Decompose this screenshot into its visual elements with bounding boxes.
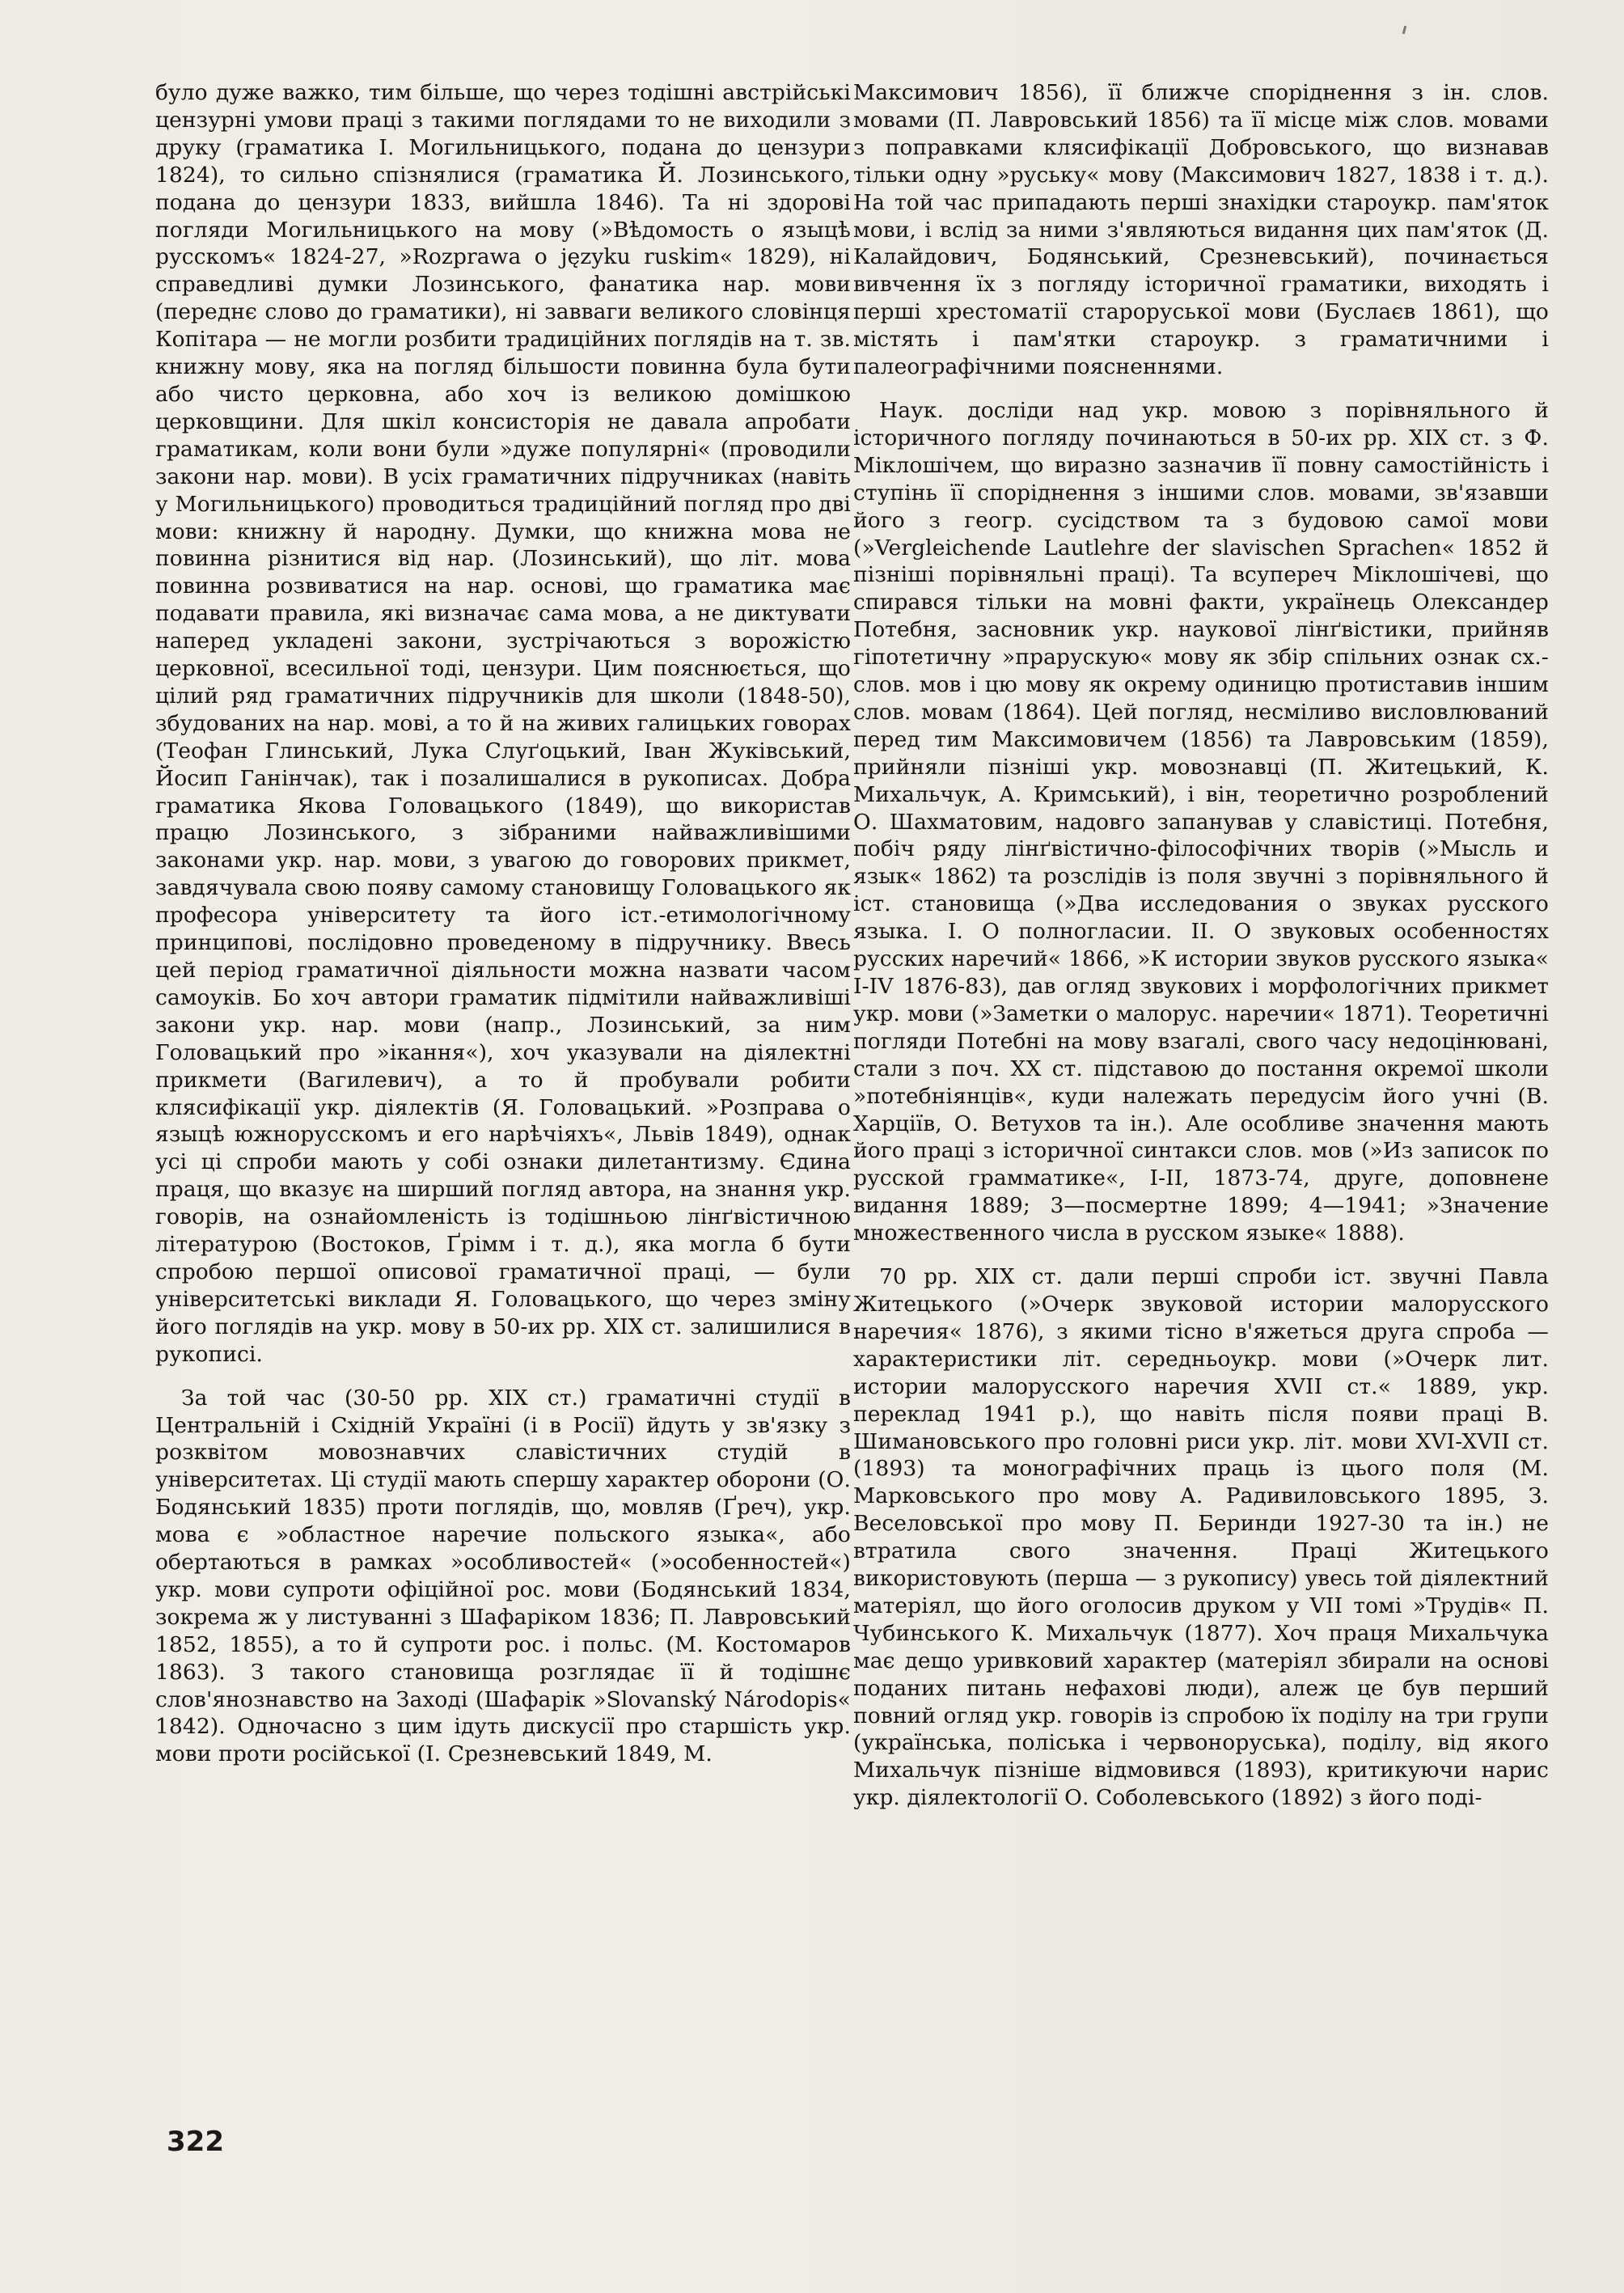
paragraph: Наук. досліди над укр. мовою з порівняльного й історичного погляду починаються в 50-их рр. XIX ст. з Ф. Міклошічем, що виразно зазначив її повну самостійність і ступінь її споріднення з іншими слов. мовами, зв'язавши його з геогр. сусідством та з будовою самої мови (»Vergleichende Lautlehre der slavischen Sprachen« 1852 й пізніші порівняльні праці). Та всупереч Міклошічеві, що спирався тільки на мовні факти, українець Олександер Потебня, засновник укр. наукової лінґвістики, прийняв гіпотетичну »прарускую« мову як збір спільних ознак сх.-слов. мов і цю мову як окрему одиницю протиставив іншим слов. мовам (1864). Цей погляд, несміливо висловлюваний перед тим Максимовичем (1856) та Лавровським (1859), прийняли пізніші укр. мовознавці (П. Житецький, К. Михальчук, А. Кримський), і він, теоретично розроблений О. Шахматовим, надовго запанував у славістиці. Потебня, побіч ряду лінґвістично-філософічних творів (»Мысль и язык« 1862) та розслідів із поля звучні з порівняльного й іст. становища (»Два исследования о звуках русского языка. I. О полногласии. II. О звуковых особенностях русских наречий« 1866, »К истории звуков русского языка« I-IV 1876-83), дав огляд звукових і морфологічних прикмет укр. мови (»Заметки о малорус. наречии« 1871). Теоретичні погляди Потебні на мову взагалі, свого часу недоцінювані, стали з поч. XX ст. підставою до постання окремої школи »потебніянців«, куди належать передусім його учні (В. Харціїв, О. Ветухов та ін.). Але особливе значення мають його праці з історичної синтакси слов. мов (»Из записок по русской грамматике«, I-II, 1873-74, друге, доповнене видання 1889; 3—посмертне 1899; 4—1941; »Значение множественного числа в русском языке« 1888). — [853, 397, 1549, 1246]
page-number: 322 — [167, 2126, 224, 2158]
right-text-column — [853, 79, 1549, 1812]
paragraph: було дуже важко, тим більше, що через тодішні австрійські цензурні умови праці з такими поглядами то не виходили з друку (граматика І. Могильницького, подана до цензури 1824), то сильно спізнялися (граматика Й. Лозинського, подана до цензури 1833, вийшла 1846). Та ні здорові погляди Могильницького на мову (»Вѣдомость о языцѣ русскомъ« 1824-27, »Rozprawa o języku ruskim« 1829), ні справедливі думки Лозинського, фанатика нар. мови (переднє слово до граматики), ні завваги великого словінця Копітара — не могли розбити традиційних поглядів на т. зв. книжну мову, яка на погляд більшости повинна була бути або чисто церковна, або хоч із великою домішкою церковщини. Для шкіл консисторія не давала апробати граматикам, коли вони були »дуже популярні« (проводили закони нар. мови). В усіх граматичних підручниках (навіть у Могильницького) проводиться традиційний погляд про дві мови: книжну й народну. Думки, що книжна мова не повинна різнитися від нар. (Лозинський), що літ. мова повинна розвиватися на нар. основі, що граматика має подавати правила, які визначає сама мова, а не диктувати наперед укладені закони, зустрічаються з ворожістю церковної, всесильної тоді, цензури. Цим пояснюється, що цілий ряд граматичних підручників для школи (1848-50), збудованих на нар. мові, а то й на живих галицьких говорах (Теофан Глинський, Лука Слуґоцький, Іван Жуківський, Йосип Ганінчак), так і позалишалися в рукописах. Добра граматика Якова Головацького (1849), що використав працю Лозинського, з зібраними найважливішими законами укр. нар. мови, з увагою до говорових прикмет, завдячувала свою появу самому становищу Головацького як професора університету та його іст.-етимологічному принципові, послідовно проведеному в підручнику. Ввесь цей період граматичної діяльности можна назвати часом самоуків. Бо хоч автори граматик підмітили найважливіші закони укр. нар. мови (напр., Лозинський, за ним Головацький про »ікання«), хоч указували на діялектні прикмети (Вагилевич), а то й пробували робити клясифікації укр. діялектів (Я. Головацький. »Розправа о языцѣ южнорусскомъ и его нарѣчіяхъ«, Львів 1849), однак усі ці спроби мають у собі ознаки дилетантизму. Єдина праця, що вказує на ширший погляд автора, на знання укр. говорів, на ознайомленість із тодішньою лінґвістичною літературою (Востоков, Ґрімм і т. д.), яка могла б бути спробою першої описової граматичної праці, — були університетські виклади Я. Головацького, що через зміну його поглядів на укр. мову в 50-их рр. XIX ст. залишилися в рукописі. — [155, 80, 851, 1367]
print-mark — [1402, 26, 1406, 34]
left-text-column — [155, 79, 851, 1768]
paragraph: Максимович 1856), її ближче споріднення з ін. слов. мовами (П. Лавровський 1856) та її місце між слов. мовами з поправками клясифікації Добровського, що визнавав тільки одну »руську« мову (Максимович 1827, 1838 і т. д.). На той час припадають перші знахідки староукр. пам'яток мови, і вслід за ними з'являються видання цих пам'яток (Д. Калайдович, Бодянський, Срезневський), починається вивчення їх з погляду історичної граматики, виходять і перші хрестоматії староруської мови (Буслаєв 1861), що містять і пам'ятки староукр. з граматичними і палеографічними поясненнями. — [853, 80, 1549, 380]
paragraph: За той час (30-50 рр. XIX ст.) граматичні студії в Центральній і Східній Україні (і в Росії) йдуть у зв'язку з розквітом мовознавчих славістичних студій в університетах. Ці студії мають спершу характер оборони (О. Бодянський 1835) проти поглядів, що, мовляв (Ґреч), укр. мова є »областное наречие польского языка«, або обертаються в рамках »особливостей« (»особенностей«) укр. мови супроти офіційної рос. мови (Бодянський 1834, зокрема ж у листуванні з Шафаріком 1836; П. Лавровський 1852, 1855), а то й супроти рос. і польс. (М. Костомаров 1863). З такого становища розглядає її й тодішнє слов'янознавство на Заході (Шафарік »Slovanský Národopis« 1842). Одночасно з цим ідуть дискусії про старшість укр. мови проти російської (І. Срезневський 1849, М. — [155, 1385, 851, 1767]
paragraph: 70 рр. XIX ст. дали перші спроби іст. звучні Павла Житецького (»Очерк звуковой истории малорусского наречия« 1876), з якими тісно в'яжеться друга спроба — характеристики літ. середньоукр. мови (»Очерк лит. истории малорусского наречия XVII ст.« 1889, укр. переклад 1941 р.), що навіть після появи праці В. Шимановського про головні риси укр. літ. мови XVI-XVII ст. (1893) та монографічних праць із цього поля (М. Марковського про мову А. Радивиловського 1895, З. Веселовської про мову П. Беринди 1927-30 та ін.) не втратила свого значення. Праці Житецького використовують (перша — з рукопису) увесь той діялектний матеріял, що його оголосив друком у VII томі »Трудів« П. Чубинського К. Михальчук (1877). Хоч праця Михальчука має дещо уривковий характер (матеріял збирали на основі поданих питань нефахові люди), алеж це був перший повний огляд укр. говорів із спробою їх поділу на три групи (українська, поліська і червоноруська), поділу, від якого Михальчук пізніше відмовився (1893), критикуючи нарис укр. діялектології О. Соболевського (1892) з його поді- — [853, 1264, 1549, 1811]
